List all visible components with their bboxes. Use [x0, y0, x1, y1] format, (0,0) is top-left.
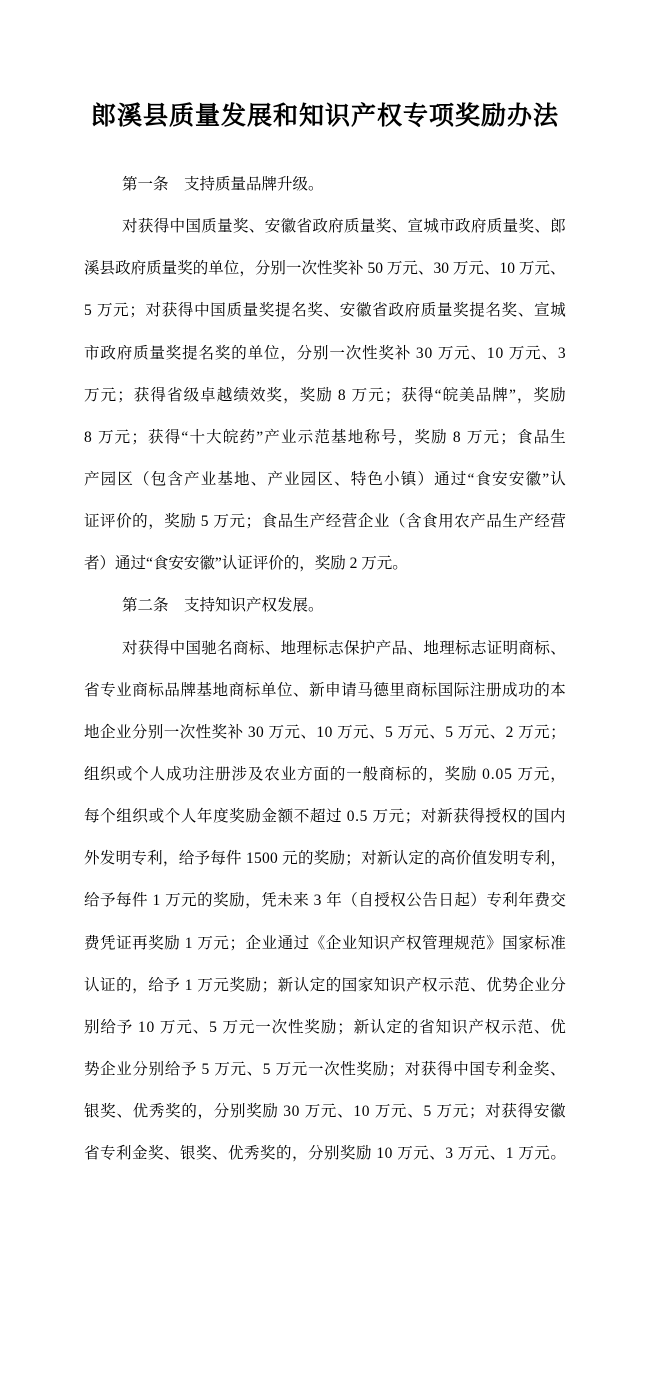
document-title: 郎溪县质量发展和知识产权专项奖励办法 [90, 103, 559, 130]
document-body [84, 164, 566, 1175]
text-line: 对 获 得 中 国 驰 名 商 标 、 地 理 标 志 保 护 产 品 、 地 理 标 志 证 明 商 标 、 [122, 639, 566, 657]
text-line: 外 发 明 专 利 ， 给 予 每 件 1 5 0 0 元 的 奖 励 ； 对 新 认 定 的 高 价 值 发 明 专 利 ， [84, 850, 566, 868]
article-2-heading: 第二条 支持知识产权发展。 [122, 597, 324, 615]
text-line: 地 企 业 分 别 一 次 性 奖 补 3 0 万 元 、 1 0 万 元 、 5 万 元 、 5 万 元 、 2 万 元 ； [84, 723, 566, 741]
text-line: 认 证 的 ， 给 予 1 万 元 奖 励 ； 新 认 定 的 国 家 知 识 产 权 示 范 、 优 势 企 业 分 [84, 976, 566, 994]
text-line: 省 专 利 金 奖 、 银 奖 、 优 秀 奖 的 ， 分 别 奖 励 1 0 万 元 、 3 万 元 、 1 万 元 。 [84, 1145, 566, 1163]
text-line: 银 奖 、 优 秀 奖 的 ， 分 别 奖 励 3 0 万 元 、 1 0 万 元 、 5 万 元 ； 对 获 得 安 徽 [84, 1103, 566, 1121]
text-line: 势 企 业 分 别 给 予 5 万 元 、 5 万 元 一 次 性 奖 励 ； 对 获 得 中 国 专 利 金 奖 、 [84, 1060, 566, 1078]
text-line: 8 万 元 ； 获 得 “ 十 大 皖 药 ” 产 业 示 范 基 地 称 号 ， 奖 励 8 万 元 ； 食 品 生 [84, 428, 566, 446]
text-line: 溪 县 政 府 质 量 奖 的 单 位 ， 分 别 一 次 性 奖 补 5 0 万 元 、 3 0 万 元 、 1 0 万 元 、 [84, 260, 566, 278]
text-line: 每 个 组 织 或 个 人 年 度 奖 励 金 额 不 超 过 0 . 5 万 元 ； 对 新 获 得 授 权 的 国 内 [84, 808, 566, 826]
text-line: 产 园 区 （ 包 含 产 业 基 地 、 产 业 园 区 、 特 色 小 镇 ） 通 过 “ 食 安 安 徽 ” 认 [84, 470, 566, 488]
text-line: 费 凭 证 再 奖 励 1 万 元 ； 企 业 通 过 《 企 业 知 识 产 权 管 理 规 范 》 国 家 标 准 [84, 934, 566, 952]
text-line: 别 给 予 1 0 万 元 、 5 万 元 一 次 性 奖 励 ； 新 认 定 的 省 知 识 产 权 示 范 、 优 [84, 1018, 566, 1036]
text-line: 市 政 府 质 量 奖 提 名 奖 的 单 位 ， 分 别 一 次 性 奖 补 3 0 万 元 、 1 0 万 元 、 3 [84, 344, 566, 362]
text-line: 5 万 元 ； 对 获 得 中 国 质 量 奖 提 名 奖 、 安 徽 省 政 府 质 量 奖 提 名 奖 、 宣 城 [84, 302, 566, 320]
text-line: 万 元 ； 获 得 省 级 卓 越 绩 效 奖 ， 奖 励 8 万 元 ； 获 得 “ 皖 美 品 牌 ” ， 奖 励 [84, 386, 566, 404]
text-line: 对 获 得 中 国 质 量 奖 、 安 徽 省 政 府 质 量 奖 、 宣 城 市 政 府 质 量 奖 、 郎 [122, 218, 566, 236]
text-line: 证 评 价 的 ， 奖 励 5 万 元 ； 食 品 生 产 经 营 企 业 （ 含 食 用 农 产 品 生 产 经 营 [84, 513, 566, 531]
text-line: 者）通过“食安安徽”认证评价的，奖励 2 万元。 [84, 555, 408, 573]
text-line: 给 予 每 件 1 万 元 的 奖 励 ， 凭 未 来 3 年 （ 自 授 权 公 告 日 起 ） 专 利 年 费 交 [84, 892, 566, 910]
text-line: 组 织 或 个 人 成 功 注 册 涉 及 农 业 方 面 的 一 般 商 标 的 ， 奖 励 0 . 0 5 万 元 ， [84, 765, 566, 783]
text-line: 省 专 业 商 标 品 牌 基 地 商 标 单 位 、 新 申 请 马 德 里 商 标 国 际 注 册 成 功 的 本 [84, 681, 566, 699]
article-1-heading: 第一条 支持质量品牌升级。 [122, 176, 324, 193]
